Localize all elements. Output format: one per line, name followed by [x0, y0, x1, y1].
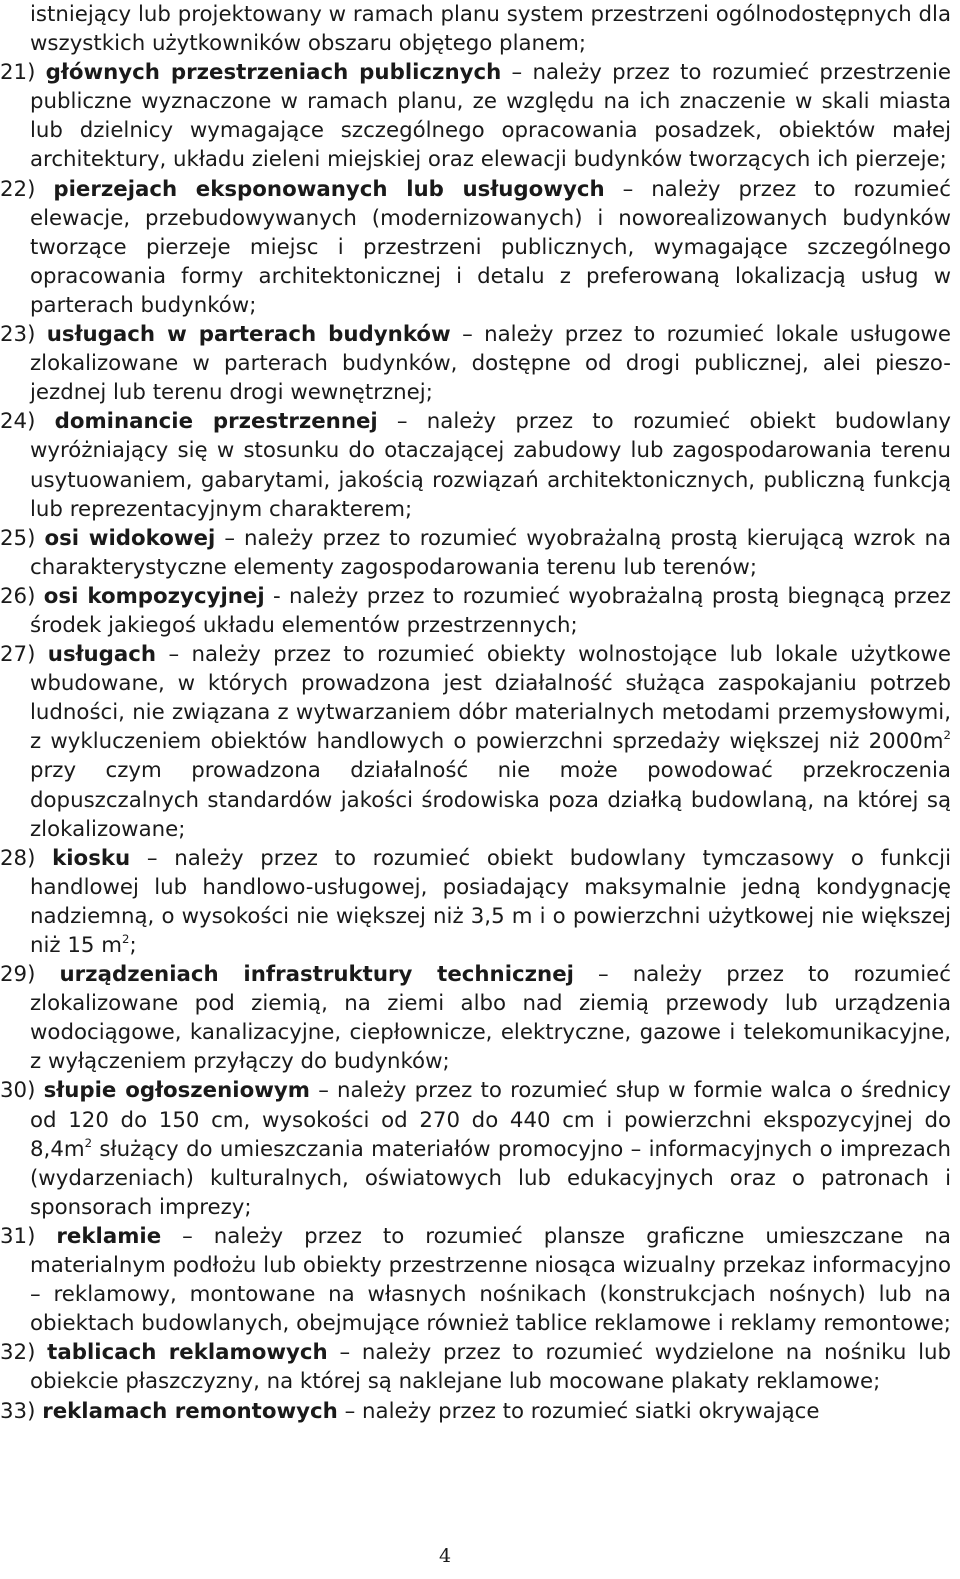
defined-term: reklamie [56, 1223, 162, 1249]
definition-item-21 [0, 58, 951, 174]
definition-text: – należy przez to rozumieć obiekty wolnostojące lub lokale użytkowe wbudowane, w których prowadzona jest działalność służąca zaspokajaniu potrzeb ludności, nie związana z wytwarzaniem dóbr materialnych metodami przemysłowymi, z wykluczeniem obiektów handlowych o powierzchni sprzedaży większej niż 2000m [30, 642, 951, 755]
item-number: 28) [0, 845, 53, 871]
page-number: 4 [438, 1545, 452, 1567]
definition-item-22 [0, 175, 951, 320]
definition-item-26 [0, 582, 951, 640]
definition-text: – należy przez to rozumieć plansze graficzne umieszczane na materialnym podłożu lub obiekty przestrzenne niosąca wizualny przekaz informacyjno – reklamowy, montowane na własnych nośnikach (konstrukcjach nośnych) lub na obiektach budowlanych, obejmujące również tablice reklamowe i reklamy remontowe; [30, 1223, 951, 1337]
defined-term: reklamach remontowych [42, 1398, 338, 1424]
definition-text: – należy przez to rozumieć siatki okrywające [337, 1398, 820, 1424]
definition-item-33 [0, 1397, 951, 1426]
item-number: 24) [0, 409, 55, 435]
defined-term: głównych przestrzeniach publicznych [45, 60, 502, 86]
definition-item-24 [0, 407, 951, 523]
superscript: 2 [121, 932, 130, 947]
defined-term: usługach [47, 642, 157, 668]
defined-term: osi widokowej [44, 525, 216, 551]
definition-text-continued: służący do umieszczania materiałów promocyjno – informacyjnych o imprezach (wydarzeniach) kulturalnych, oświatowych lub edukacyjnych oraz o patronach i sponsorach imprezy; [30, 1136, 951, 1220]
defined-term: kiosku [52, 845, 131, 871]
item-number: 33) [0, 1398, 43, 1424]
item-number: 29) [0, 962, 60, 988]
item-number: 25) [0, 525, 45, 551]
definition-text: – należy przez to rozumieć zlokalizowane pod ziemią, na ziemi albo nad ziemią przewody lub urządzenia wodociągowe, kanalizacyjne, ciepłownicze, elektryczne, gazowe i telekomunikacyjne, z wyłączeniem przyłączy do budynków; [30, 962, 951, 1075]
definition-item-28 [0, 844, 951, 960]
defined-term: osi kompozycyjnej [43, 583, 265, 609]
definition-text: – należy przez to rozumieć wydzielone na nośniku lub obiekcie płaszczyzny, na której są naklejane lub mocowane plakaty reklamowe; [30, 1340, 952, 1395]
intro-paragraph: istniejący lub projektowany w ramach planu system przestrzeni ogólnodostępnych dla wszystkich użytkowników obszaru objętego planem; [30, 2, 951, 57]
definition-item-32 [0, 1338, 951, 1396]
definition-item-27 [0, 640, 951, 844]
definition-text-continued: przy czym prowadzona działalność nie może powodować przekroczenia dopuszczalnych standardów jakości środowiska poza działką budowlaną, na której są zlokalizowane; [30, 758, 951, 842]
item-number: 21) [0, 60, 46, 86]
item-number: 22) [0, 176, 54, 202]
definition-item-30 [0, 1076, 951, 1221]
item-number: 31) [0, 1223, 57, 1249]
item-number: 30) [0, 1078, 44, 1104]
item-number: 23) [0, 322, 47, 348]
definition-item-31 [0, 1222, 951, 1338]
definition-text-continued: ; [129, 933, 137, 958]
definition-text: - należy przez to rozumieć wyobrażalną prostą biegnącą przez środek jakiegoś układu elementów przestrzennych; [30, 583, 951, 638]
defined-term: urządzeniach infrastruktury technicznej [59, 962, 574, 988]
definition-text: – należy przez to rozumieć elewacje, przebudowywanych (modernizowanych) i noworealizowanych budynków tworzące pierzeje miejsc i przestrzeni publicznych, wymagające szczególnego opracowania formy architektonicznej i detalu z preferowaną lokalizacją usług w parterach budynków; [30, 176, 951, 318]
definition-item-23 [0, 320, 951, 407]
item-number: 32) [0, 1340, 48, 1366]
item-number: 26) [0, 583, 44, 609]
definition-text: – należy przez to rozumieć słup w formie walca o średnicy od 120 do 150 cm, wysokości od 270 do 440 cm i powierzchni ekspozycyjnej do 8,4m [30, 1078, 951, 1162]
definition-item-29 [0, 960, 951, 1076]
definition-text: – należy przez to rozumieć obiekt budowlany tymczasowy o funkcji handlowej lub handlowo-usługowej, posiadający maksymalnie jedną kondygnację nadziemną, o wysokości nie większej niż 3,5 m i o powierzchni użytkowej nie większej niż 15 m [30, 845, 952, 958]
definition-text: – należy przez to rozumieć obiekt budowlany wyróżniający się w stosunku do otaczającej zabudowy lub zagospodarowania terenu usytuowaniem, gabarytami, jakością rozwiązań architektonicznych, publiczną funkcją lub reprezentacyjnym charakterem; [30, 409, 951, 522]
definition-text: – należy przez to rozumieć wyobrażalną prostą kierującą wzrok na charakterystyczne elementy zagospodarowania terenu lub terenów; [30, 525, 951, 580]
definition-text: – należy przez to rozumieć przestrzenie publiczne wyznaczone w ramach planu, ze względu na ich znaczenie w skali miasta lub dzielnicy wymagające szczególnego opracowania posadzek, obiektów małej architektury, układu zieleni miejskiej oraz elewacji budynków tworzących ich pierzeje; [30, 60, 951, 173]
superscript: 2 [84, 1135, 93, 1150]
defined-term: usługach w parterach budynków [46, 322, 451, 348]
definition-text: – należy przez to rozumieć lokale usługowe zlokalizowane w parterach budynków, dostępne od drogi publicznej, alei pieszo-jezdnej lub terenu drogi wewnętrznej; [30, 322, 951, 406]
superscript: 2 [943, 728, 951, 743]
defined-term: pierzejach eksponowanych lub usługowych [53, 176, 605, 202]
defined-term: dominancie przestrzennej [54, 409, 378, 435]
item-number: 27) [0, 642, 48, 668]
defined-term: słupie ogłoszeniowym [43, 1078, 310, 1104]
definition-item-25 [0, 524, 951, 582]
defined-term: tablicach reklamowych [47, 1340, 328, 1366]
